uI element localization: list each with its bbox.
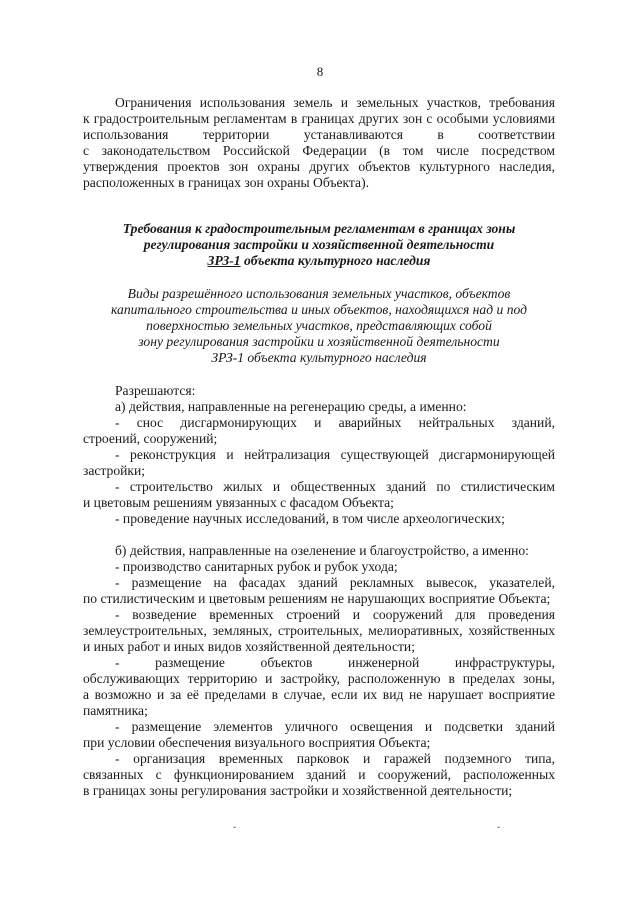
list-item: - возведение временных строений и сооружений для проведения	[115, 607, 555, 622]
list-item: - производство санитарных рубок и рубок ухода;	[115, 559, 398, 574]
scan-speck: ˇ	[233, 825, 236, 835]
intro-line: расположенных в границах зон охраны Объекта).	[83, 175, 369, 190]
subheading-line: ЗРЗ-1 объекта культурного наследия	[211, 350, 427, 365]
list-item: - организация временных парковок и гаражей подземного типа,	[115, 751, 555, 766]
section-b-title: б) действия, направленные на озеленение и благоустройство, а именно:	[115, 543, 529, 558]
intro-line: утверждения проектов зон охраны других объектов культурного наследия,	[83, 159, 555, 174]
list-item-cont: памятника;	[83, 703, 148, 718]
list-item-cont: землеустроительных, земляных, строительных, мелиоративных, хозяйственных	[83, 623, 555, 638]
list-item-cont: а возможно и за её пределами в случае, если их вид не нарушает восприятие	[83, 687, 555, 702]
list-item: - снос дисгармонирующих и аварийных нейтральных зданий,	[115, 415, 555, 430]
list-item: - размещение объектов инженерной инфраструктуры,	[115, 655, 555, 670]
intro-line: Ограничения использования земель и земельных участков, требования	[115, 95, 555, 110]
zone-code: ЗРЗ-1	[207, 253, 241, 268]
list-item-cont: связанных с функционированием зданий и сооружений, расположенных	[83, 767, 555, 782]
section-heading-line: Требования к градостроительным регламентам в границах зоны	[122, 221, 516, 236]
list-item: - строительство жилых и общественных зданий по стилистическим	[115, 479, 555, 494]
list-item-cont: обслуживающих территорию и застройку, расположенную в пределах зоны,	[83, 671, 555, 686]
allowed-label: Разрешаются:	[115, 383, 196, 398]
list-item: - размещение элементов уличного освещения и подсветки зданий	[115, 719, 555, 734]
section-heading-line	[83, 253, 555, 269]
intro-line: с законодательством Российской Федерации (в том числе посредством	[83, 143, 555, 158]
list-item: - размещение на фасадах зданий рекламных вывесок, указателей,	[115, 575, 555, 590]
section-heading-line: регулирования застройки и хозяйственной деятельности	[143, 237, 495, 252]
list-item-cont: в границах зоны регулирования застройки и хозяйственной деятельности;	[83, 783, 513, 798]
heading-tail: объекта культурного наследия	[240, 253, 431, 268]
subheading-line: зону регулирования застройки и хозяйственной деятельности	[138, 334, 500, 349]
scan-speck: ˇ	[497, 825, 500, 835]
subheading-line: Виды разрешённого использования земельных участков, объектов	[127, 286, 511, 301]
list-item-cont: застройки;	[83, 463, 146, 478]
subheading-line: поверхностью земельных участков, представляющих собой	[146, 318, 492, 333]
list-item-cont: при условии обеспечения визуального восприятия Объекта;	[83, 735, 431, 750]
list-item-cont: по стилистическим и цветовым решениям не нарушающих восприятие Объекта;	[83, 591, 551, 606]
list-item: - проведение научных исследований, в том числе археологических;	[115, 511, 505, 526]
page-number: 8	[316, 64, 324, 79]
intro-line: использования территории устанавливаются в соответствии	[83, 127, 555, 142]
list-item-cont: и цветовым решениям увязанных с фасадом Объекта;	[83, 495, 394, 510]
list-item-cont: строений, сооружений;	[83, 431, 218, 446]
section-a-title: а) действия, направленные на регенерацию среды, а именно:	[115, 399, 467, 414]
list-item-cont: и иных работ и иных видов хозяйственной деятельности;	[83, 639, 415, 654]
list-item: - реконструкция и нейтрализация существующей дисгармонирующей	[115, 447, 555, 462]
intro-line: к градостроительным регламентам в границах других зон с особыми условиями	[83, 111, 555, 126]
subheading-line: капитального строительства и иных объектов, находящихся над и под	[111, 302, 527, 317]
